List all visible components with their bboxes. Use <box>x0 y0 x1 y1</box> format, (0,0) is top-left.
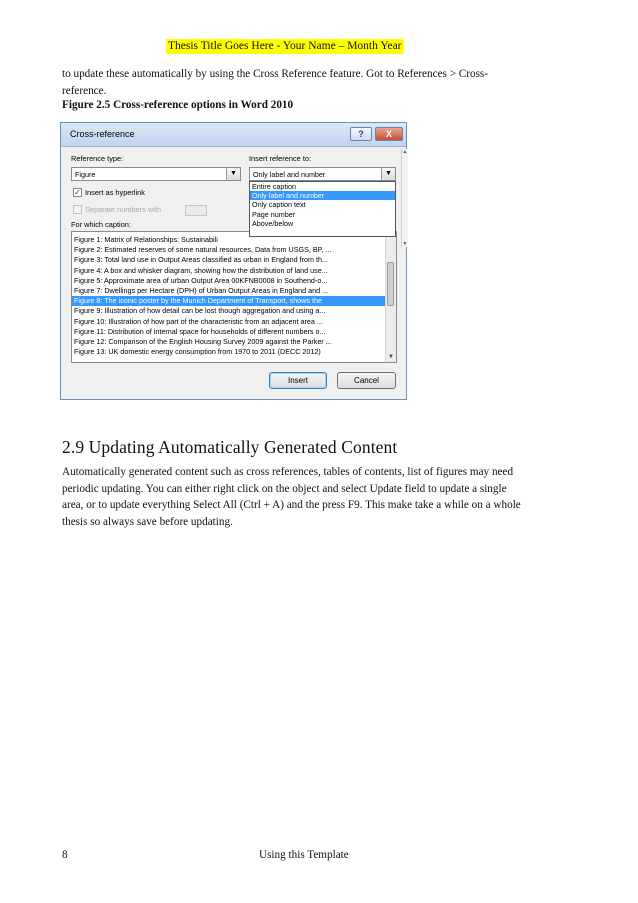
separator-input[interactable] <box>185 205 207 216</box>
caption-item[interactable]: Figure 7: Dwellings per Hectare (DPH) of Urban Output Areas in England and ... <box>74 285 329 295</box>
caption-scrollbar[interactable] <box>385 232 396 362</box>
caption-item[interactable]: Figure 2: Estimated reserves of some natural resources, Data from USGS, BP, ... <box>74 245 332 255</box>
caption-item[interactable]: Figure 10: Illustration of how part of the characteristic from an adjacent area ... <box>74 316 323 326</box>
separate-numbers-label: Separate numbers with <box>85 205 161 214</box>
insert-reference-label: Insert reference to: <box>249 154 312 163</box>
dialog-titlebar <box>61 123 406 147</box>
body-paragraph: Automatically generated content such as cross references, tables of contents, list of figures may need periodic updating. You can either right click on the object and select Update field to update a single area, or to update everything Select All (Ctrl + A) and the press F9. This make take a while on a whole thesis so always save before updating. <box>62 466 521 528</box>
cancel-button[interactable]: Cancel <box>337 372 396 389</box>
for-which-caption-label: For which caption: <box>71 220 131 229</box>
dropdown-option[interactable]: Page number <box>252 209 296 219</box>
help-button[interactable]: ? <box>350 127 372 141</box>
caption-listbox[interactable] <box>71 231 397 363</box>
chevron-down-icon[interactable]: ▼ <box>381 168 395 180</box>
insert-reference-dropdown[interactable] <box>249 181 396 237</box>
reference-type-label: Reference type: <box>71 154 124 163</box>
scroll-down-icon[interactable]: ▼ <box>388 354 394 360</box>
scroll-down-icon[interactable]: ▼ <box>402 241 408 247</box>
insert-reference-select[interactable] <box>249 167 396 181</box>
running-header: Thesis Title Goes Here - Your Name – Month Year <box>168 40 402 52</box>
dropdown-option-selected[interactable]: Only label and number <box>250 191 395 200</box>
dropdown-option[interactable]: Entire caption <box>252 182 296 191</box>
caption-item-selected[interactable]: Figure 8: The iconic poster by the Munich Department of Transport, shows the <box>72 296 385 306</box>
scroll-up-icon[interactable]: ▲ <box>402 149 408 155</box>
separate-numbers-checkbox[interactable] <box>73 205 82 214</box>
dialog-title: Cross-reference <box>70 129 135 139</box>
dropdown-option[interactable]: Only caption text <box>252 200 306 210</box>
caption-item[interactable]: Figure 1: Matrix of Relationships: Sustainabili <box>74 235 218 244</box>
cross-reference-dialog <box>60 122 407 400</box>
footer-text: Using this Template <box>259 849 349 861</box>
scrollbar-thumb[interactable] <box>387 262 394 306</box>
chevron-down-icon[interactable]: ▼ <box>226 168 240 180</box>
insert-button[interactable]: Insert <box>269 372 327 389</box>
caption-item[interactable]: Figure 4: A box and whisker diagram, showing how the distribution of land use... <box>74 265 328 275</box>
insert-hyperlink-label: Insert as hyperlink <box>85 188 145 197</box>
intro-text: to update these automatically by using the Cross Reference feature. Got to References > Cross-reference. <box>62 68 489 97</box>
reference-type-value: Figure <box>75 170 96 179</box>
caption-item[interactable]: Figure 5: Approximate area of urban Output Area 00KFNB0008 in Southend-o... <box>74 275 328 285</box>
dropdown-scrollbar[interactable] <box>401 149 408 247</box>
caption-item[interactable]: Figure 3: Total land use in Output Areas classified as urban in England from th... <box>74 255 328 265</box>
caption-item[interactable]: Figure 11: Distribution of internal space for households of different numbers o... <box>74 326 326 336</box>
insert-hyperlink-checkbox[interactable]: ✓ <box>74 188 81 197</box>
caption-item[interactable]: Figure 9: Illustration of how detail can be lost though aggregation and using a... <box>74 306 326 316</box>
caption-item[interactable]: Figure 13: UK domestic energy consumption from 1970 to 2011 (DECC 2012) <box>74 347 321 357</box>
dropdown-option[interactable]: Above/below <box>252 218 294 228</box>
page-number: 8 <box>62 849 68 861</box>
insert-reference-value: Only label and number <box>253 170 326 179</box>
close-button[interactable]: X <box>375 127 403 141</box>
section-heading: 2.9 Updating Automatically Generated Content <box>62 437 398 457</box>
reference-type-select[interactable] <box>71 167 241 181</box>
figure-caption: Figure 2.5 Cross-reference options in Word 2010 <box>62 99 294 111</box>
caption-item[interactable]: Figure 12: Comparison of the English Housing Survey 2009 against the Parker ... <box>74 336 332 346</box>
